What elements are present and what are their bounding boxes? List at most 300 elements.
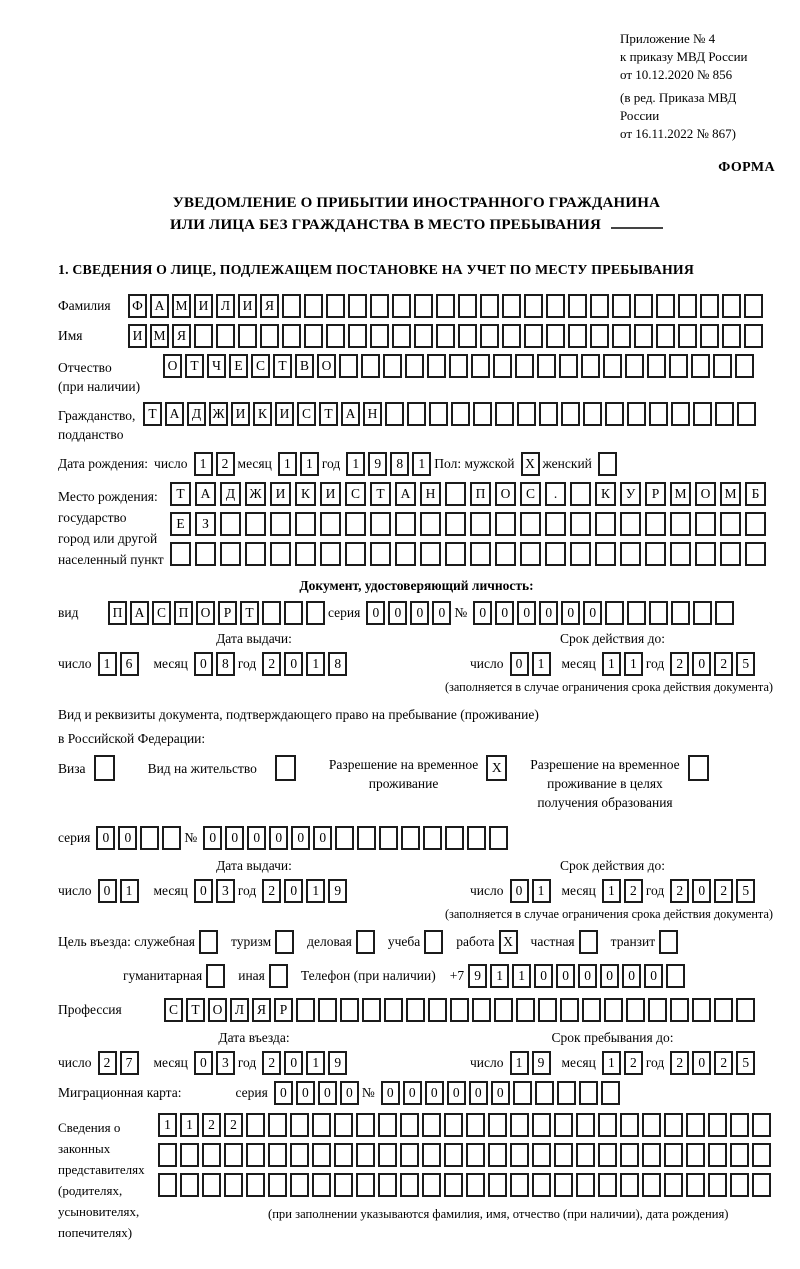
char-cell: Е xyxy=(229,354,248,378)
char-cell: 0 xyxy=(600,964,619,988)
stay-until-month-label: месяц xyxy=(561,1055,596,1070)
stay-issue-day-field[interactable] xyxy=(98,879,142,903)
purpose-study-checkbox[interactable] xyxy=(424,930,446,954)
char-cell: Т xyxy=(185,354,204,378)
stay-issue-month-field[interactable] xyxy=(194,879,238,903)
char-cell xyxy=(420,512,441,536)
char-cell xyxy=(722,294,741,318)
char-cell xyxy=(401,826,420,850)
char-cell xyxy=(345,542,366,566)
id-valid-day-field[interactable] xyxy=(510,652,554,676)
char-cell: Л xyxy=(230,998,249,1022)
char-cell: А xyxy=(341,402,360,426)
char-cell: 2 xyxy=(202,1113,221,1137)
stay-until-year-field[interactable] xyxy=(670,1051,758,1075)
representatives-label-line2: законных xyxy=(58,1141,111,1156)
char-cell xyxy=(695,542,716,566)
representatives-label-line4: (родителях, xyxy=(58,1183,123,1198)
char-cell: 1 xyxy=(158,1113,177,1137)
char-cell xyxy=(642,1113,661,1137)
stay-doc-restriction-note: (заполняется в случае ограничения срока действия документа) xyxy=(444,907,773,921)
char-cell xyxy=(603,354,622,378)
char-cell: 1 xyxy=(180,1113,199,1137)
purpose-tourism-checkbox[interactable] xyxy=(275,930,297,954)
purpose-work-checkbox[interactable] xyxy=(499,930,521,954)
stay-until-day-field[interactable] xyxy=(510,1051,554,1075)
identity-doc-heading: Документ, удостоверяющий личность: xyxy=(299,578,534,593)
char-cell xyxy=(304,324,323,348)
char-cell: П xyxy=(470,482,491,506)
char-cell: О xyxy=(196,601,215,625)
id-issue-month-field[interactable] xyxy=(194,652,238,676)
char-cell: С xyxy=(297,402,316,426)
birth-date-label: Дата рождения: xyxy=(58,456,149,471)
birth-place-label-line3: город или другой xyxy=(58,531,158,546)
stay-until-year-label: год xyxy=(645,1055,665,1070)
char-cell xyxy=(545,512,566,536)
char-cell xyxy=(284,601,303,625)
char-cell xyxy=(206,964,225,988)
char-cell xyxy=(262,601,281,625)
char-cell xyxy=(516,998,535,1022)
char-cell: 0 xyxy=(284,879,303,903)
char-cell xyxy=(318,998,337,1022)
doc-number-field[interactable] xyxy=(473,601,737,625)
entry-month-field[interactable] xyxy=(194,1051,238,1075)
char-cell xyxy=(356,1173,375,1197)
char-cell xyxy=(348,294,367,318)
stay-until-month-field[interactable] xyxy=(602,1051,646,1075)
char-cell: 1 xyxy=(120,879,139,903)
char-cell xyxy=(202,1173,221,1197)
char-cell xyxy=(326,324,345,348)
representatives-field-row3[interactable] xyxy=(158,1173,774,1197)
citizenship-label-line2: подданство xyxy=(58,427,124,442)
char-cell xyxy=(94,755,115,781)
identity-doc-row xyxy=(58,601,775,625)
char-cell xyxy=(296,998,315,1022)
char-cell xyxy=(595,512,616,536)
char-cell xyxy=(195,542,216,566)
char-cell xyxy=(598,1113,617,1137)
char-cell xyxy=(664,1113,683,1137)
representatives-note: (при заполнении указываются фамилия, имя, отчество (при наличии), дата рождения) xyxy=(268,1207,729,1221)
char-cell xyxy=(220,512,241,536)
char-cell xyxy=(334,1173,353,1197)
char-cell: И xyxy=(194,294,213,318)
char-cell xyxy=(693,601,712,625)
char-cell: X xyxy=(486,755,507,781)
representatives-field-row1[interactable] xyxy=(158,1113,774,1137)
stay-valid-year-label: год xyxy=(645,883,665,898)
char-cell xyxy=(671,601,690,625)
char-cell: 5 xyxy=(736,652,755,676)
char-cell: 0 xyxy=(583,601,602,625)
char-cell xyxy=(745,542,766,566)
char-cell: 1 xyxy=(532,652,551,676)
char-cell xyxy=(736,998,755,1022)
char-cell: 0 xyxy=(274,1081,293,1105)
char-cell xyxy=(642,1143,661,1167)
char-cell xyxy=(467,826,486,850)
char-cell: 8 xyxy=(216,652,235,676)
char-cell xyxy=(669,354,688,378)
char-cell xyxy=(601,1081,620,1105)
purpose-business-checkbox[interactable] xyxy=(356,930,378,954)
char-cell: С xyxy=(345,482,366,506)
char-cell: 0 xyxy=(491,1081,510,1105)
char-cell xyxy=(246,1113,265,1137)
char-cell xyxy=(520,542,541,566)
birth-month-field[interactable] xyxy=(278,452,322,476)
char-cell xyxy=(444,1113,463,1137)
char-cell xyxy=(326,294,345,318)
char-cell xyxy=(444,1173,463,1197)
char-cell: 0 xyxy=(194,879,213,903)
entry-date-headers xyxy=(58,1030,775,1049)
char-cell: 5 xyxy=(736,879,755,903)
representatives-row xyxy=(58,1113,775,1243)
char-cell xyxy=(180,1143,199,1167)
char-cell xyxy=(626,998,645,1022)
stay-until-group xyxy=(450,1051,775,1075)
stay-doc-series-field[interactable] xyxy=(96,826,184,850)
char-cell: 0 xyxy=(388,601,407,625)
char-cell: К xyxy=(253,402,272,426)
birth-place-label-line1: Место рождения: xyxy=(58,489,158,504)
char-cell xyxy=(678,294,697,318)
char-cell xyxy=(220,542,241,566)
purpose-business-label: деловая xyxy=(307,934,352,949)
char-cell xyxy=(356,930,375,954)
char-cell xyxy=(269,964,288,988)
surname-field[interactable] xyxy=(128,294,766,318)
char-cell xyxy=(605,402,624,426)
char-cell: Ж xyxy=(209,402,228,426)
char-cell xyxy=(730,1113,749,1137)
char-cell: У xyxy=(620,482,641,506)
id-restriction-note: (заполняется в случае ограничения срока действия документа) xyxy=(444,680,773,694)
char-cell xyxy=(370,294,389,318)
char-cell xyxy=(378,1113,397,1137)
birth-year-field[interactable] xyxy=(346,452,434,476)
entry-date-group xyxy=(58,1051,450,1075)
id-issue-year-field[interactable] xyxy=(262,652,350,676)
char-cell xyxy=(715,402,734,426)
char-cell: Ж xyxy=(245,482,266,506)
phone-field[interactable] xyxy=(468,964,688,988)
id-valid-month-field[interactable] xyxy=(602,652,646,676)
char-cell xyxy=(494,998,513,1022)
char-cell xyxy=(737,402,756,426)
visa-checkbox[interactable] xyxy=(94,755,118,781)
char-cell xyxy=(406,998,425,1022)
char-cell xyxy=(385,402,404,426)
char-cell: 0 xyxy=(381,1081,400,1105)
char-cell xyxy=(559,354,578,378)
patronymic-field[interactable] xyxy=(163,354,757,378)
char-cell xyxy=(708,1113,727,1137)
char-cell xyxy=(383,354,402,378)
char-cell xyxy=(245,512,266,536)
char-cell xyxy=(495,542,516,566)
char-cell xyxy=(590,294,609,318)
sex-female-checkbox[interactable] xyxy=(598,452,620,476)
char-cell xyxy=(246,1143,265,1167)
char-cell: 8 xyxy=(328,652,347,676)
temp-residence-checkbox[interactable] xyxy=(486,755,510,781)
birth-year-label: год xyxy=(321,456,341,471)
char-cell xyxy=(304,294,323,318)
char-cell xyxy=(714,998,733,1022)
char-cell xyxy=(420,542,441,566)
purpose-humanitarian-checkbox[interactable] xyxy=(206,964,228,988)
char-cell xyxy=(627,402,646,426)
stay-valid-month-field[interactable] xyxy=(602,879,646,903)
representatives-label-line3: представителях xyxy=(58,1162,145,1177)
citizenship-label-line1: Гражданство, xyxy=(58,408,136,423)
char-cell: 0 xyxy=(194,1051,213,1075)
purpose-official-checkbox[interactable] xyxy=(199,930,221,954)
purpose-transit-checkbox[interactable] xyxy=(659,930,681,954)
residence-permit-label: Вид на жительство xyxy=(147,761,257,776)
char-cell: 9 xyxy=(328,879,347,903)
char-cell: 0 xyxy=(194,652,213,676)
char-cell xyxy=(656,324,675,348)
char-cell: 2 xyxy=(216,452,235,476)
id-valid-day-label: число xyxy=(470,656,504,671)
purpose-work-label: работа xyxy=(456,934,495,949)
char-cell xyxy=(379,826,398,850)
id-valid-date-group xyxy=(450,652,775,676)
char-cell xyxy=(532,1143,551,1167)
purpose-other-label: иная xyxy=(238,968,265,983)
char-cell xyxy=(678,324,697,348)
char-cell xyxy=(466,1173,485,1197)
migration-card-series-field[interactable] xyxy=(274,1081,362,1105)
char-cell xyxy=(445,512,466,536)
char-cell xyxy=(370,542,391,566)
char-cell xyxy=(688,755,709,781)
stay-valid-day-field[interactable] xyxy=(510,879,554,903)
char-cell xyxy=(744,324,763,348)
char-cell xyxy=(576,1143,595,1167)
char-cell xyxy=(246,1173,265,1197)
stay-doc-number-field[interactable] xyxy=(203,826,511,850)
birth-place-row xyxy=(58,482,775,572)
birth-place-field-row2[interactable] xyxy=(170,512,770,536)
char-cell: 6 xyxy=(120,652,139,676)
char-cell xyxy=(582,998,601,1022)
char-cell xyxy=(537,354,556,378)
birth-place-field-row1[interactable] xyxy=(170,482,770,506)
char-cell xyxy=(515,354,534,378)
char-cell: 0 xyxy=(561,601,580,625)
doc-series-label: серия xyxy=(328,605,361,620)
char-cell xyxy=(275,930,294,954)
char-cell: И xyxy=(238,294,257,318)
char-cell: 0 xyxy=(495,601,514,625)
char-cell: Д xyxy=(220,482,241,506)
char-cell xyxy=(686,1143,705,1167)
surname-label: Фамилия xyxy=(58,298,111,313)
entry-year-field[interactable] xyxy=(262,1051,350,1075)
char-cell xyxy=(471,354,490,378)
char-cell xyxy=(545,542,566,566)
char-cell xyxy=(451,402,470,426)
profession-field[interactable] xyxy=(164,998,758,1022)
entry-day-field[interactable] xyxy=(98,1051,142,1075)
char-cell: 1 xyxy=(412,452,431,476)
char-cell: Р xyxy=(274,998,293,1022)
char-cell: О xyxy=(208,998,227,1022)
char-cell xyxy=(649,601,668,625)
char-cell: 0 xyxy=(510,879,529,903)
purpose-row xyxy=(58,930,775,954)
stay-valid-day-label: число xyxy=(470,883,504,898)
char-cell xyxy=(647,354,666,378)
char-cell: А xyxy=(130,601,149,625)
char-cell xyxy=(458,294,477,318)
id-valid-year-field[interactable] xyxy=(670,652,758,676)
sex-male-checkbox[interactable] xyxy=(521,452,543,476)
char-cell: Я xyxy=(172,324,191,348)
char-cell xyxy=(345,512,366,536)
citizenship-field[interactable] xyxy=(143,402,759,426)
char-cell xyxy=(576,1113,595,1137)
char-cell xyxy=(436,294,455,318)
char-cell: 0 xyxy=(556,964,575,988)
char-cell xyxy=(275,755,296,781)
purpose-other-checkbox[interactable] xyxy=(269,964,291,988)
char-cell: Ч xyxy=(207,354,226,378)
char-cell: 3 xyxy=(216,879,235,903)
purpose-humanitarian-label: гуманитарная xyxy=(123,968,203,983)
char-cell: М xyxy=(720,482,741,506)
char-cell: 1 xyxy=(306,652,325,676)
char-cell xyxy=(605,601,624,625)
char-cell xyxy=(546,294,565,318)
char-cell xyxy=(524,294,543,318)
char-cell: Я xyxy=(252,998,271,1022)
char-cell xyxy=(513,1081,532,1105)
char-cell xyxy=(395,542,416,566)
char-cell: 0 xyxy=(578,964,597,988)
char-cell xyxy=(598,452,617,476)
char-cell: 2 xyxy=(670,652,689,676)
migration-card-number-field[interactable] xyxy=(381,1081,623,1105)
char-cell: М xyxy=(150,324,169,348)
char-cell xyxy=(532,1113,551,1137)
char-cell xyxy=(502,294,521,318)
char-cell xyxy=(664,1173,683,1197)
char-cell: Т xyxy=(319,402,338,426)
char-cell xyxy=(645,542,666,566)
char-cell: 7 xyxy=(120,1051,139,1075)
char-cell: О xyxy=(495,482,516,506)
char-cell xyxy=(620,1173,639,1197)
stay-issue-year-field[interactable] xyxy=(262,879,350,903)
stay-valid-year-field[interactable] xyxy=(670,879,758,903)
char-cell xyxy=(194,324,213,348)
migration-card-series-label: серия xyxy=(235,1085,268,1100)
char-cell xyxy=(713,354,732,378)
char-cell: 1 xyxy=(306,1051,325,1075)
char-cell xyxy=(356,1143,375,1167)
char-cell xyxy=(306,601,325,625)
char-cell xyxy=(570,512,591,536)
char-cell: Е xyxy=(170,512,191,536)
char-cell xyxy=(708,1173,727,1197)
stay-until-day-label: число xyxy=(470,1055,504,1070)
birth-day-field[interactable] xyxy=(194,452,238,476)
char-cell xyxy=(649,402,668,426)
char-cell xyxy=(720,512,741,536)
char-cell: Т xyxy=(170,482,191,506)
char-cell: Т xyxy=(273,354,292,378)
purpose-study-label: учеба xyxy=(387,934,421,949)
char-cell xyxy=(625,354,644,378)
given-name-row xyxy=(58,324,775,348)
representatives-field-row2[interactable] xyxy=(158,1143,774,1167)
purpose-transit-label: транзит xyxy=(610,934,656,949)
id-issue-day-field[interactable] xyxy=(98,652,142,676)
char-cell: 0 xyxy=(692,879,711,903)
birth-day-label: число xyxy=(154,456,188,471)
char-cell xyxy=(427,354,446,378)
char-cell xyxy=(392,294,411,318)
char-cell: 2 xyxy=(262,879,281,903)
doc-series-field[interactable] xyxy=(366,601,454,625)
char-cell xyxy=(744,294,763,318)
char-cell: 0 xyxy=(96,826,115,850)
char-cell: 0 xyxy=(403,1081,422,1105)
char-cell xyxy=(693,402,712,426)
char-cell xyxy=(735,354,754,378)
char-cell xyxy=(670,542,691,566)
char-cell xyxy=(634,324,653,348)
char-cell xyxy=(488,1113,507,1137)
char-cell xyxy=(502,324,521,348)
char-cell: 0 xyxy=(425,1081,444,1105)
residence-permit-checkbox[interactable] xyxy=(275,755,299,781)
entry-dates-row xyxy=(58,1051,775,1075)
id-issue-day-label: число xyxy=(58,656,92,671)
char-cell: 1 xyxy=(490,964,509,988)
birth-place-label-line2: государство xyxy=(58,510,127,525)
form-title-line1: УВЕДОМЛЕНИЕ О ПРИБЫТИИ ИНОСТРАННОГО ГРАЖДАНИНА xyxy=(172,195,661,211)
char-cell xyxy=(722,324,741,348)
char-cell xyxy=(312,1173,331,1197)
char-cell: 9 xyxy=(468,964,487,988)
birth-place-field-row3[interactable] xyxy=(170,542,770,566)
char-cell xyxy=(752,1143,771,1167)
char-cell xyxy=(595,542,616,566)
char-cell xyxy=(428,998,447,1022)
doc-type-field[interactable] xyxy=(108,601,328,625)
char-cell xyxy=(634,294,653,318)
char-cell: 1 xyxy=(300,452,319,476)
id-issue-year-label: год xyxy=(237,656,257,671)
given-name-field[interactable] xyxy=(128,324,766,348)
char-cell xyxy=(268,1173,287,1197)
purpose-private-label: частная xyxy=(530,934,575,949)
annex-line-2: к приказу МВД России xyxy=(620,49,748,64)
char-cell: 1 xyxy=(532,879,551,903)
purpose-private-checkbox[interactable] xyxy=(579,930,601,954)
char-cell xyxy=(270,512,291,536)
temp-residence-edu-checkbox[interactable] xyxy=(688,755,712,781)
